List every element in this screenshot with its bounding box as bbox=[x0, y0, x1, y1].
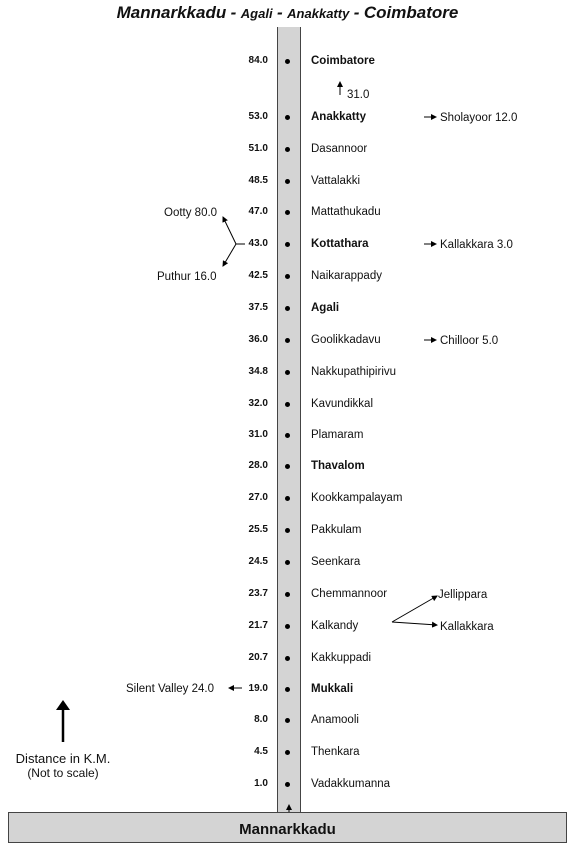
branch-jellippara: Jellippara bbox=[438, 589, 488, 601]
legend-sub: (Not to scale) bbox=[27, 766, 99, 780]
stop-distance: 4.5 bbox=[254, 746, 268, 757]
legend-main: Distance in K.M. bbox=[15, 751, 111, 766]
legend-arrow-icon bbox=[56, 700, 70, 710]
stop-distance: 8.0 bbox=[254, 714, 268, 725]
stop-name: Goolikkadavu bbox=[311, 334, 381, 346]
stop-distance: 25.5 bbox=[248, 524, 268, 535]
stop-distance: 48.5 bbox=[248, 175, 268, 186]
stop-name: Chemmannoor bbox=[311, 588, 388, 600]
title-separator: - bbox=[277, 3, 283, 22]
stop-name: Seenkara bbox=[311, 556, 361, 568]
base-label: Mannarkkadu bbox=[239, 821, 336, 838]
stop-distance: 28.0 bbox=[248, 460, 268, 471]
branch-sholayoor: Sholayoor 12.0 bbox=[440, 112, 518, 124]
stop-distance: 31.0 bbox=[248, 429, 268, 440]
stop-distance: 36.0 bbox=[248, 334, 268, 345]
branch-silent-valley: Silent Valley 24.0 bbox=[126, 683, 215, 695]
stop-name: Kavundikkal bbox=[311, 398, 374, 410]
stop-distance: 51.0 bbox=[248, 143, 268, 154]
stop-name: Anamooli bbox=[311, 714, 359, 726]
base-location-bar bbox=[8, 812, 567, 843]
stop-distance: 24.5 bbox=[248, 556, 268, 567]
stop-name: Mattathukadu bbox=[311, 206, 381, 218]
stop-distance: 19.0 bbox=[248, 683, 268, 694]
arrow-kallakkara-icon bbox=[392, 622, 437, 625]
stop-name: Dasannoor bbox=[311, 143, 368, 155]
legend bbox=[8, 751, 118, 781]
stop-distance: 21.7 bbox=[248, 620, 268, 631]
stop-name: Coimbatore bbox=[311, 55, 375, 67]
branch-kallakkara-right: Kallakkara 3.0 bbox=[440, 239, 513, 251]
stop-distance: 53.0 bbox=[248, 111, 268, 122]
title-start: Mannarkkadu bbox=[116, 3, 227, 22]
stop-name: Pakkulam bbox=[311, 524, 362, 536]
branch-puthur: Puthur 16.0 bbox=[157, 271, 217, 283]
stop-distance: 32.0 bbox=[248, 398, 268, 409]
stop-distance: 27.0 bbox=[248, 492, 268, 503]
title-via-anakkatty: Anakkatty bbox=[287, 6, 350, 21]
stop-name: Vattalakki bbox=[311, 175, 361, 187]
branch-kallakkara-fork: Kallakkara bbox=[440, 621, 494, 633]
stop-distance: 20.7 bbox=[248, 652, 268, 663]
stop-name: Agali bbox=[311, 302, 340, 314]
stop-distance: 34.8 bbox=[248, 366, 268, 377]
stop-name: Nakkupathipirivu bbox=[311, 366, 397, 378]
arrow-jellippara-icon bbox=[392, 596, 437, 622]
stop-distance: 1.0 bbox=[254, 778, 268, 789]
title-via-agali: Agali bbox=[240, 6, 273, 21]
stop-name: Kakkuppadi bbox=[311, 652, 372, 664]
branch-ootty: Ootty 80.0 bbox=[164, 207, 218, 219]
stop-name: Mukkali bbox=[311, 683, 354, 695]
stop-distance: 37.5 bbox=[248, 302, 268, 313]
stop-name: Kookkampalayam bbox=[311, 492, 403, 504]
stop-distance: 42.5 bbox=[248, 270, 268, 281]
branch-chilloor: Chilloor 5.0 bbox=[440, 335, 499, 347]
stop-distance: 23.7 bbox=[248, 588, 268, 599]
title-separator: - bbox=[353, 3, 360, 22]
branch-distance-above: 31.0 bbox=[347, 89, 370, 101]
arrow-ootty-icon bbox=[223, 217, 236, 244]
stop-name: Kottathara bbox=[311, 238, 369, 250]
stop-name: Anakkatty bbox=[311, 111, 366, 123]
title-separator: - bbox=[230, 3, 237, 22]
stop-name: Plamaram bbox=[311, 429, 364, 441]
arrow-puthur-icon bbox=[223, 244, 236, 266]
stop-name: Vadakkumanna bbox=[311, 778, 391, 790]
stop-name: Kalkandy bbox=[311, 620, 359, 632]
stop-name: Thenkara bbox=[311, 746, 360, 758]
stop-distance: 84.0 bbox=[248, 55, 268, 66]
stop-distance: 43.0 bbox=[248, 238, 268, 249]
stop-name: Thavalom bbox=[311, 460, 365, 472]
stop-name: Naikarappady bbox=[311, 270, 382, 282]
stop-distance: 47.0 bbox=[248, 206, 268, 217]
title-end: Coimbatore bbox=[363, 3, 459, 22]
